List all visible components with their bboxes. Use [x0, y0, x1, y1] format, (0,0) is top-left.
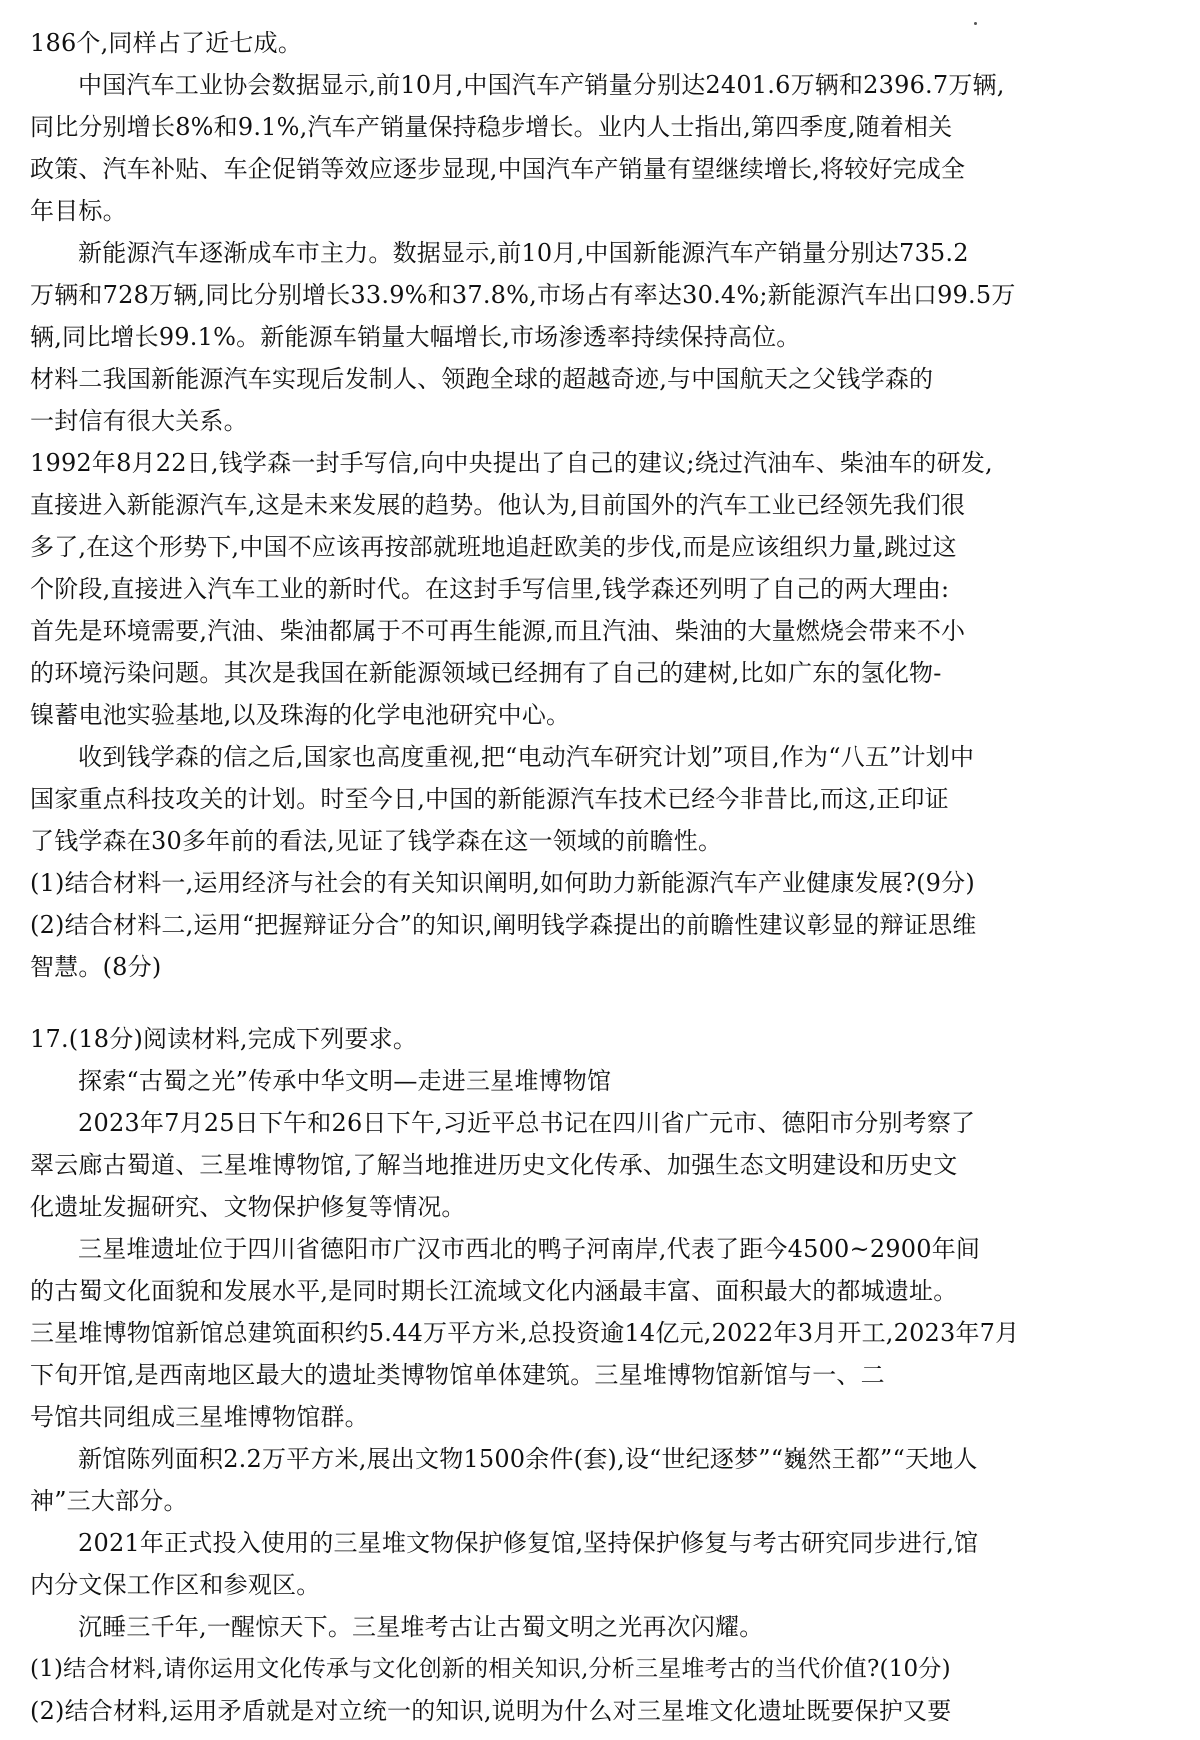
text-line: 首先是环境需要,汽油、柴油都属于不可再生能源,而且汽油、柴油的大量燃烧会带来不小 [30, 617, 966, 645]
text-line: 多了,在这个形势下,中国不应该再按部就班地追赶欧美的步伐,而是应该组织力量,跳过这 [30, 533, 957, 561]
text-line: 年目标。 [30, 197, 127, 225]
text-line: 政策、汽车补贴、车企促销等效应逐步显现,中国汽车产销量有望继续增长,将较好完成全 [30, 155, 966, 183]
text-line: 中国汽车工业协会数据显示,前10月,中国汽车产销量分别达2401.6万辆和2396.7万辆, [78, 71, 1005, 99]
text-line: 个阶段,直接进入汽车工业的新时代。在这封手写信里,钱学森还列明了自己的两大理由: [30, 575, 950, 603]
text-line: 材料二我国新能源汽车实现后发制人、领跑全球的超越奇迹,与中国航天之父钱学森的 [30, 365, 934, 393]
section-heading: 17.(18分)阅读材料,完成下列要求。 [30, 1025, 418, 1053]
text-line: 收到钱学森的信之后,国家也高度重视,把“电动汽车研究计划”项目,作为“八五”计划中 [78, 743, 975, 771]
text-line: 国家重点科技攻关的计划。时至今日,中国的新能源汽车技术已经今非昔比,而这,正印证 [30, 785, 949, 813]
text-line: 2021年正式投入使用的三星堆文物保护修复馆,坚持保护修复与考古研究同步进行,馆 [78, 1529, 979, 1557]
text-line: 了钱学森在30多年前的看法,见证了钱学森在这一领域的前瞻性。 [30, 827, 723, 855]
text-line: 1992年8月22日,钱学森一封手写信,向中央提出了自己的建议;绕过汽油车、柴油车的研发, [30, 449, 993, 477]
text-line: 新馆陈列面积2.2万平方米,展出文物1500余件(套),设“世纪逐梦”“巍然王都”“天地人 [78, 1445, 978, 1473]
text-line: 186个,同样占了近七成。 [30, 29, 303, 57]
text-line: 新能源汽车逐渐成车市主力。数据显示,前10月,中国新能源汽车产销量分别达735.2 [78, 239, 969, 267]
text-line: 2023年7月25日下午和26日下午,习近平总书记在四川省广元市、德阳市分别考察了 [78, 1109, 976, 1137]
text-line: 辆,同比增长99.1%。新能源车销量大幅增长,市场渗透率持续保持高位。 [30, 323, 801, 351]
text-line: 一封信有很大关系。 [30, 407, 248, 435]
text-line: 沉睡三千年,一醒惊天下。三星堆考古让古蜀文明之光再次闪耀。 [78, 1613, 764, 1641]
material-title: 探索“古蜀之光”传承中华文明—走进三星堆博物馆 [78, 1067, 612, 1095]
text-line: 镍蓄电池实验基地,以及珠海的化学电池研究中心。 [30, 701, 571, 729]
question-line: (2)结合材料二,运用“把握辩证分合”的知识,阐明钱学森提出的前瞻性建议彰显的辩证思维 [30, 911, 977, 939]
text-line: 内分文保工作区和参观区。 [30, 1571, 321, 1599]
text-line: 同比分别增长8%和9.1%,汽车产销量保持稳步增长。业内人士指出,第四季度,随着相关 [30, 113, 953, 141]
text-line: 下旬开馆,是西南地区最大的遗址类博物馆单体建筑。三星堆博物馆新馆与一、二 [30, 1361, 885, 1389]
question-line: (1)结合材料,请你运用文化传承与文化创新的相关知识,分析三星堆考古的当代价值?(10分) [30, 1656, 951, 1682]
text-line: 直接进入新能源汽车,这是未来发展的趋势。他认为,目前国外的汽车工业已经领先我们很 [30, 491, 966, 519]
text-line: 号馆共同组成三星堆博物馆群。 [30, 1403, 369, 1431]
question-line: (1)结合材料一,运用经济与社会的有关知识阐明,如何助力新能源汽车产业健康发展?(9分) [30, 869, 975, 897]
text-line: 神”三大部分。 [30, 1487, 188, 1515]
text-line: 三星堆遗址位于四川省德阳市广汉市西北的鸭子河南岸,代表了距今4500~2900年间 [78, 1235, 981, 1263]
text-line: 三星堆博物馆新馆总建筑面积约5.44万平方米,总投资逾14亿元,2022年3月开工,2023年7月 [30, 1319, 1020, 1347]
text-line: 的古蜀文化面貌和发展水平,是同时期长江流域文化内涵最丰富、面积最大的都城遗址。 [30, 1277, 958, 1305]
question-line: (2)结合材料,运用矛盾就是对立统一的知识,说明为什么对三星堆文化遗址既要保护又要 [30, 1697, 952, 1725]
text-line: 化遗址发掘研究、文物保护修复等情况。 [30, 1193, 466, 1221]
text-line: 翠云廊古蜀道、三星堆博物馆,了解当地推进历史文化传承、加强生态文明建设和历史文 [30, 1151, 958, 1179]
text-line: 万辆和728万辆,同比分别增长33.9%和37.8%,市场占有率达30.4%;新能源汽车出口99.5万 [30, 281, 1016, 309]
question-line: 智慧。(8分) [30, 953, 162, 981]
text-line: 的环境污染问题。其次是我国在新能源领域已经拥有了自己的建树,比如广东的氢化物- [30, 659, 942, 687]
